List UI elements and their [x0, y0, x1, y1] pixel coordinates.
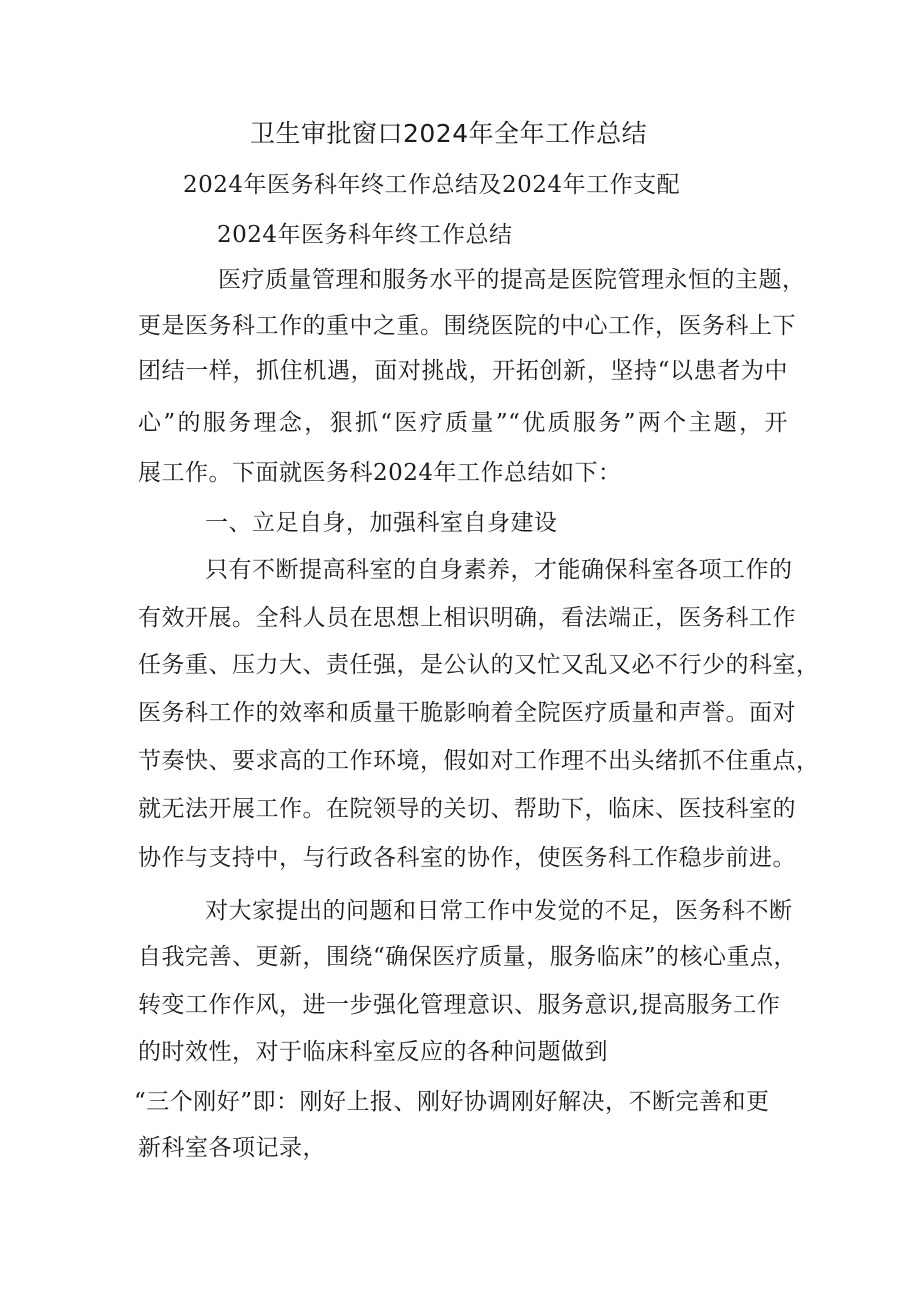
paragraph-line: 任务重、压力大、责任强，是公认的又忙又乱又必不行少的科室，	[138, 652, 820, 678]
heading-1: 一、立足自身，加强科室自身建设	[205, 510, 558, 536]
paragraph-line: 自我完善、更新，围绕“确保医疗质量，服务临床”的核心重点，	[138, 944, 798, 970]
paragraph-line: 展工作。下面就医务科2024年工作总结如下：	[138, 460, 622, 486]
paragraph-line: 就无法开展工作。在院领导的关切、帮助下，临床、医技科室的	[138, 796, 796, 822]
document-title: 卫生审批窗口2024年全年工作总结	[250, 119, 648, 148]
paragraph-line: 新科室各项记录，	[138, 1135, 326, 1161]
paragraph-line: 只有不断提高科室的自身素养，才能确保科室各项工作的	[205, 557, 793, 583]
paragraph-line: 更是医务科工作的重中之重。围绕医院的中心工作，医务科上下	[138, 313, 796, 339]
paragraph-line: 团结一样，抓住机遇，面对挑战，开拓创新，坚持“以患者为中	[138, 358, 788, 384]
paragraph-line: 医疗质量管理和服务水平的提高是医院管理永恒的主题，	[218, 267, 806, 293]
paragraph-line: 对大家提出的问题和日常工作中发觉的不足，医务科不断	[205, 898, 793, 924]
paragraph-line: 医务科工作的效率和质量干脆影响着全院医疗质量和声誉。面对	[138, 700, 796, 726]
section-title: 2024年医务科年终工作总结	[217, 222, 513, 248]
paragraph-line: 心”的服务理念，狠抓“医疗质量”“优质服务”两个主题，开	[138, 410, 788, 436]
paragraph-line: 的时效性，对于临床科室反应的各种问题做到	[138, 1039, 608, 1065]
paragraph-line: 转变工作作风，进一步强化管理意识、服务意识,提高服务工作	[138, 992, 781, 1018]
document-subtitle: 2024年医务科年终工作总结及2024年工作支配	[183, 172, 681, 198]
paragraph-line: 有效开展。全科人员在思想上相识明确，看法端正，医务科工作	[138, 605, 796, 631]
paragraph-line: 节奏快、要求高的工作环境，假如对工作理不出头绪抓不住重点，	[138, 748, 820, 774]
paragraph-line: 协作与支持中，与行政各科室的协作，使医务科工作稳步前进。	[138, 845, 796, 871]
paragraph-line: “三个刚好”即：刚好上报、刚好协调刚好解决，不断完善和更	[134, 1089, 770, 1115]
